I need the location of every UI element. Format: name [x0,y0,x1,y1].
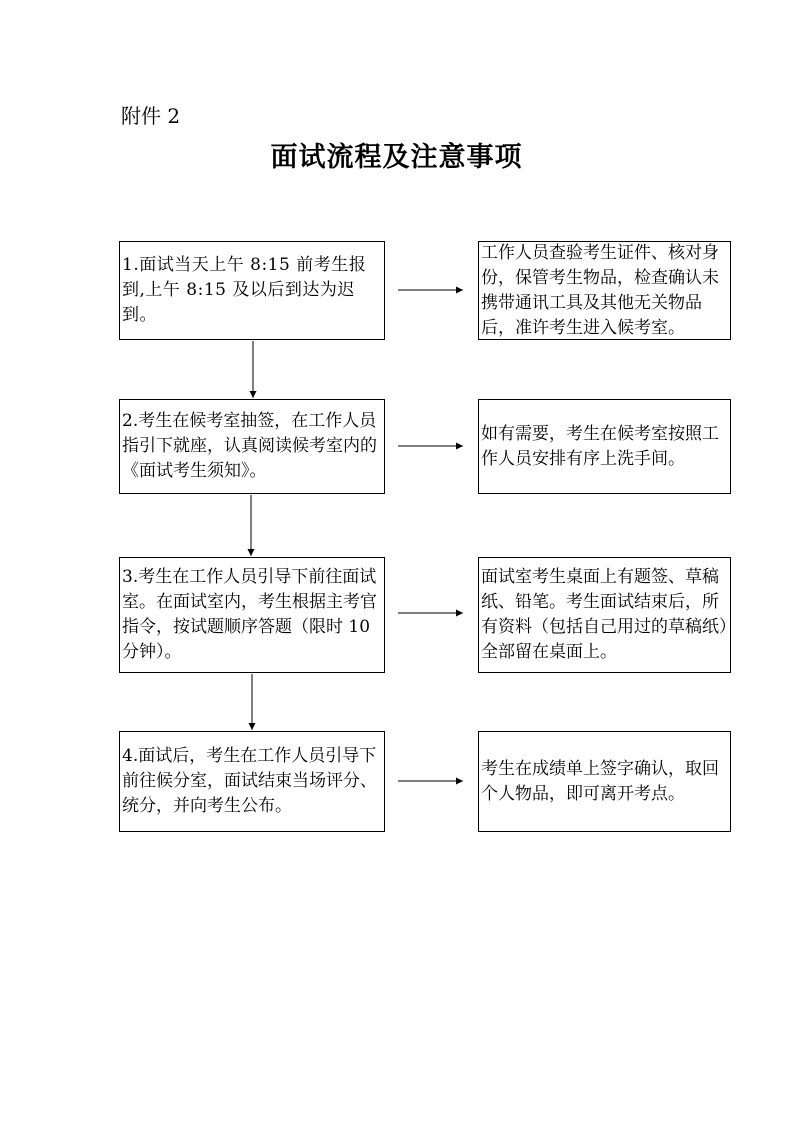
flow-note-3-text: 面试室考生桌面上有题签、草稿纸、铅笔。考生面试结束后，所有资料（包括自己用过的草稿纸）全部留在桌面上。 [481,567,728,662]
flow-step-2-text: 2.考生在候考室抽签，在工作人员指引下就座，认真阅读候考室内的《面试考生须知》。 [122,411,377,481]
flow-step-3-text: 3.考生在工作人员引导下前往面试室。在面试室内，考生根据主考官指令，按试题顺序答题（限时 10 分钟）。 [122,567,377,662]
page-title: 面试流程及注意事项 [270,142,523,173]
flow-step-1-text: 1.面试当天上午 8:15 前考生报到,上午 8:15 及以后到达为迟到。 [122,255,367,325]
flow-note-4-text: 考生在成绩单上签字确认，取回个人物品，即可离开考点。 [481,758,719,804]
flow-note-2-text: 如有需要，考生在候考室按照工作人员安排有序上洗手间。 [481,423,719,469]
flow-note-1-text: 工作人员查验考生证件、核对身份，保管考生物品，检查确认未携带通讯工具及其他无关物品后，准许考生进入候考室。 [481,242,719,338]
attachment-label: 附件 2 [121,104,181,128]
flow-step-4-text: 4.面试后，考生在工作人员引导下前往候分室，面试结束当场评分、统分，并向考生公布。 [122,746,377,816]
